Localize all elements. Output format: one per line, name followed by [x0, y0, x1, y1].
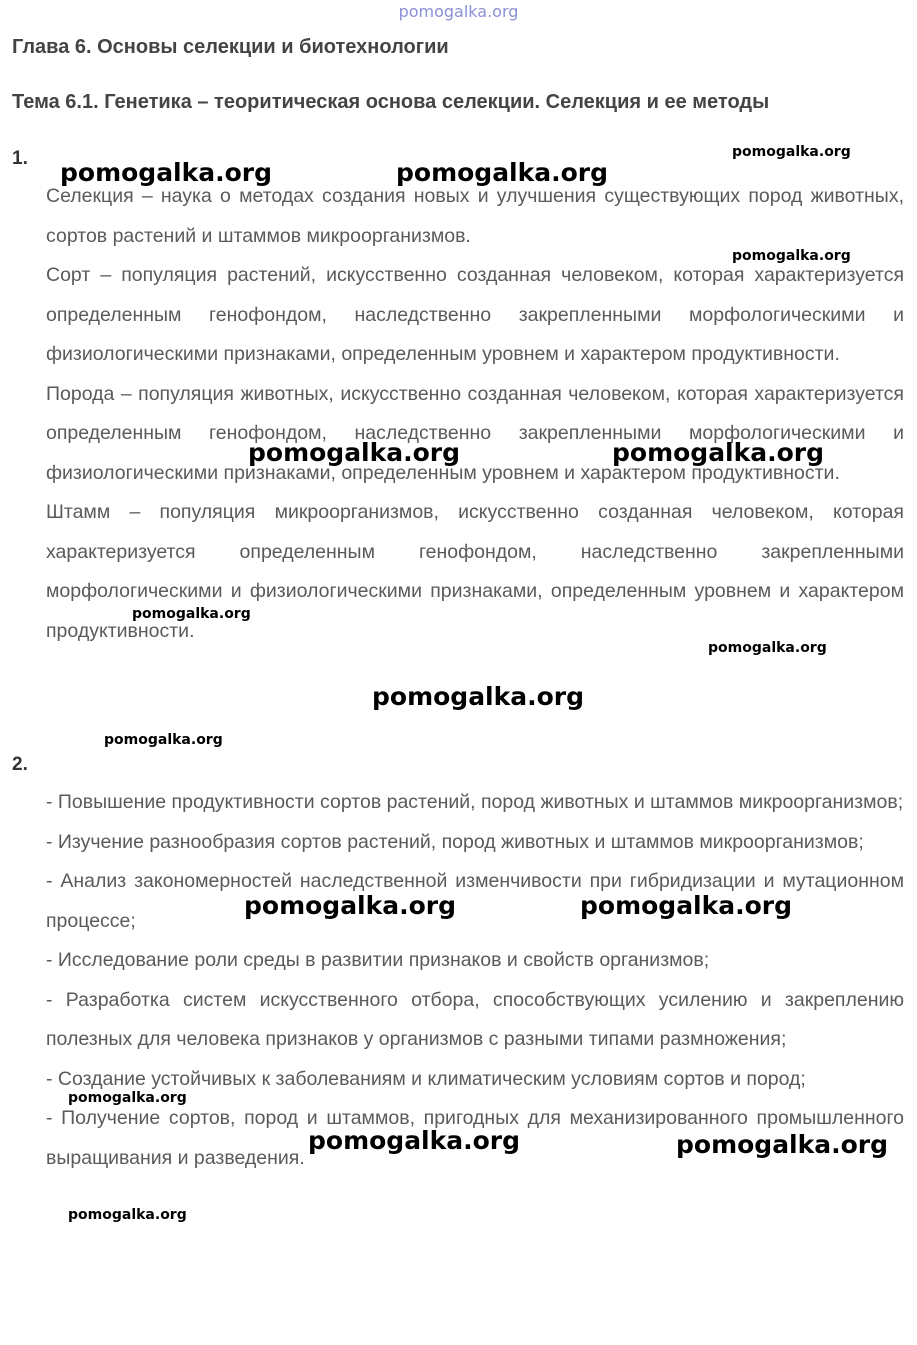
- watermark: pomogalka.org: [732, 144, 851, 160]
- list-item: - Разработка систем искусственного отбора, способствующих усилению и закреплению полезных для человека признаков у организмов с разными типами размножения;: [46, 988, 904, 1050]
- watermark: pomogalka.org: [732, 248, 851, 264]
- definition-breed: Порода – популяция животных, искусственно созданная человеком, которая характеризуется определенным генофондом, наследственно закрепленными морфологическими и физиологическими признаками, определенным уровнем и характером продуктивности.: [46, 382, 904, 484]
- watermark: pomogalka.org: [372, 682, 585, 711]
- definition-variety: Сорт – популяция растений, искусственно созданная человеком, которая характеризуется определенным генофондом, наследственно закрепленными морфологическими и физиологическими признаками, определенным уровнем и характером продуктивности.: [46, 264, 904, 365]
- list-item: - Создание устойчивых к заболеваниям и климатическим условиям сортов и пород;: [46, 1067, 806, 1090]
- chapter-title: Глава 6. Основы селекции и биотехнологии: [12, 36, 449, 58]
- topic-title: Тема 6.1. Генетика – теоритическая основа селекции. Селекция и ее методы: [12, 91, 770, 113]
- watermark: pomogalka.org: [60, 158, 273, 187]
- section-2-number: 2.: [12, 754, 28, 775]
- watermark: pomogalka.org: [132, 606, 251, 622]
- watermark: pomogalka.org: [708, 640, 827, 656]
- site-header-watermark: pomogalka.org: [398, 2, 519, 21]
- list-item: - Повышение продуктивности сортов растений, пород животных и штаммов микроорганизмов;: [46, 791, 904, 813]
- section-1-body: [46, 177, 904, 651]
- definition-selection: Селекция – наука о методах создания новых и улучшения существующих пород животных, сортов растений и штаммов микроорганизмов.: [46, 185, 904, 247]
- watermark: pomogalka.org: [580, 891, 793, 920]
- watermark: pomogalka.org: [244, 891, 457, 920]
- watermark: pomogalka.org: [104, 732, 223, 748]
- list-item: - Исследование роли среды в развитии признаков и свойств организмов;: [46, 949, 710, 971]
- watermark: pomogalka.org: [676, 1130, 889, 1159]
- watermark: pomogalka.org: [248, 438, 461, 467]
- watermark: pomogalka.org: [612, 438, 825, 467]
- section-1-number: 1.: [12, 148, 28, 169]
- watermark: pomogalka.org: [68, 1207, 187, 1223]
- watermark: pomogalka.org: [396, 158, 609, 187]
- list-item: - Изучение разнообразия сортов растений, пород животных и штаммов микроорганизмов;: [46, 830, 864, 853]
- watermark: pomogalka.org: [308, 1126, 521, 1155]
- watermark: pomogalka.org: [68, 1090, 187, 1106]
- section-2-list: [46, 783, 904, 1178]
- list-item: - Получение сортов, пород и штаммов, пригодных для механизированного промышленного выращивания и разведения.: [46, 1107, 904, 1169]
- list-item: - Анализ закономерностей наследственной изменчивости при гибридизации и мутационном процессе;: [46, 870, 904, 932]
- definition-strain: Штамм – популяция микроорганизмов, искусственно созданная человеком, которая характеризуется определенным генофондом, наследственно закрепленными морфологическими и физиологическими признаками, определенным уровнем и характером продуктивности.: [46, 501, 904, 642]
